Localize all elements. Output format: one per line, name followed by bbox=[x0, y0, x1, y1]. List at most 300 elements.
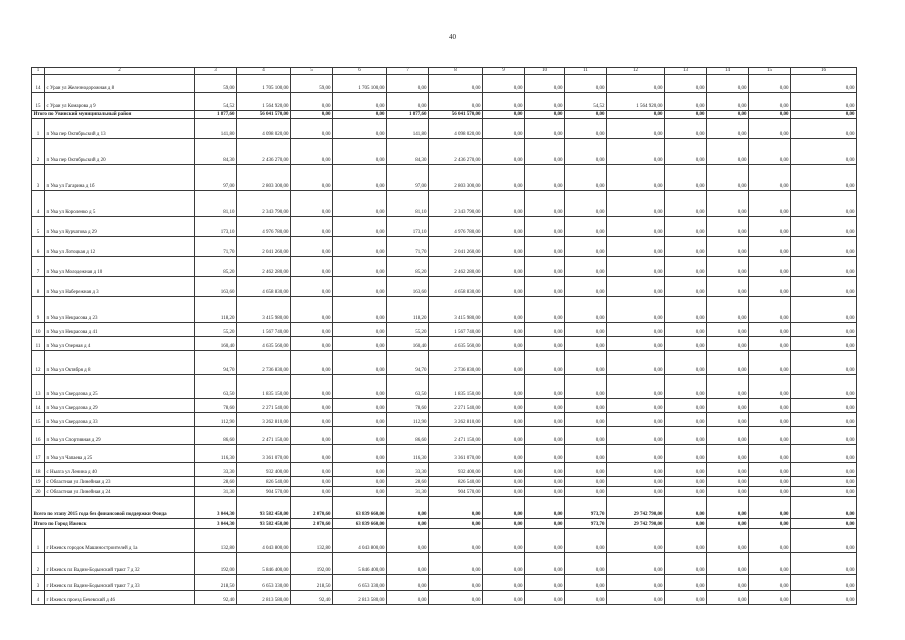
table-cell: 0,00 bbox=[665, 575, 707, 591]
address-cell: с Областная ул Линейная д 24 bbox=[45, 487, 195, 497]
table-cell: 78,60 bbox=[195, 399, 237, 413]
total-label: Всего по этапу 2015 года без финансовой поддержки Фонда bbox=[32, 497, 195, 519]
table-cell: 0,00 bbox=[333, 119, 387, 139]
table-cell: 0,00 bbox=[749, 413, 791, 427]
table-cell: 4 976 780,00 bbox=[237, 217, 291, 237]
table-cell: 0,00 bbox=[665, 165, 707, 191]
table-cell: 0,00 bbox=[483, 111, 525, 119]
table-cell: 0,00 bbox=[291, 217, 333, 237]
table-cell: 0,00 bbox=[483, 445, 525, 463]
address-cell: п Ува ул Некрасова д 23 bbox=[45, 297, 195, 323]
table-cell: 0,00 bbox=[565, 165, 607, 191]
table-body bbox=[32, 68, 857, 605]
table-row bbox=[32, 257, 857, 277]
total-row bbox=[32, 519, 857, 529]
table-cell: 97,00 bbox=[387, 165, 429, 191]
table-cell: 0,00 bbox=[565, 119, 607, 139]
address-cell: п Ува ул Октября д 8 bbox=[45, 351, 195, 375]
table-cell: 0,00 bbox=[565, 529, 607, 553]
row-number: 14 bbox=[32, 75, 45, 93]
address-cell: п Ува ул Лотоцкая д 12 bbox=[45, 237, 195, 257]
table-cell: 59,00 bbox=[195, 75, 237, 93]
table-cell: 0,00 bbox=[565, 463, 607, 477]
table-cell: 0,00 bbox=[707, 75, 749, 93]
table-cell: 1 835 150,00 bbox=[429, 375, 483, 399]
table-cell: 0,00 bbox=[333, 165, 387, 191]
table-cell: 0,00 bbox=[707, 217, 749, 237]
table-cell: 0,00 bbox=[291, 351, 333, 375]
table-cell: 0,00 bbox=[665, 257, 707, 277]
table-cell: 0,00 bbox=[791, 497, 857, 519]
table-cell: 1 564 920,00 bbox=[607, 93, 665, 111]
table-cell: 0,00 bbox=[707, 375, 749, 399]
table-cell: 0,00 bbox=[665, 497, 707, 519]
total-label: Итого по Город Ижевск bbox=[32, 519, 195, 529]
table-cell: 0,00 bbox=[429, 575, 483, 591]
table-cell: 0,00 bbox=[749, 477, 791, 487]
table-row bbox=[32, 399, 857, 413]
table-cell: 0,00 bbox=[607, 529, 665, 553]
table-cell: 55,20 bbox=[387, 323, 429, 337]
table-cell: 0,00 bbox=[749, 119, 791, 139]
table-cell: 0,00 bbox=[607, 413, 665, 427]
table-cell: 0,00 bbox=[707, 477, 749, 487]
table-cell: 0,00 bbox=[791, 165, 857, 191]
table-cell: 0,00 bbox=[525, 257, 565, 277]
table-cell: 0,00 bbox=[525, 165, 565, 191]
table-cell: 0,00 bbox=[525, 519, 565, 529]
table-cell: 0,00 bbox=[525, 427, 565, 445]
data-table bbox=[31, 67, 857, 605]
table-cell: 0,00 bbox=[483, 375, 525, 399]
table-cell: 0,00 bbox=[707, 139, 749, 165]
table-cell: 0,00 bbox=[749, 75, 791, 93]
table-cell: 112,90 bbox=[195, 413, 237, 427]
table-cell: 0,00 bbox=[483, 191, 525, 217]
table-cell: 0,00 bbox=[665, 477, 707, 487]
table-cell: 0,00 bbox=[665, 119, 707, 139]
table-cell: 0,00 bbox=[483, 553, 525, 575]
table-cell: 0,00 bbox=[291, 93, 333, 111]
table-cell: 0,00 bbox=[607, 217, 665, 237]
table-cell: 0,00 bbox=[525, 591, 565, 605]
table-cell: 0,00 bbox=[791, 237, 857, 257]
table-cell: 0,00 bbox=[791, 375, 857, 399]
row-number: 12 bbox=[32, 351, 45, 375]
table-cell: 218,50 bbox=[195, 575, 237, 591]
table-cell: 0,00 bbox=[429, 553, 483, 575]
row-number: 11 bbox=[32, 337, 45, 351]
address-cell: п Ува ул Молодежная д 10 bbox=[45, 257, 195, 277]
table-cell: 0,00 bbox=[291, 257, 333, 277]
table-cell: 0,00 bbox=[749, 257, 791, 277]
table-cell: 163,60 bbox=[387, 277, 429, 297]
table-cell: 0,00 bbox=[791, 111, 857, 119]
table-row bbox=[32, 529, 857, 553]
table-cell: 2 041 260,00 bbox=[237, 237, 291, 257]
total-row bbox=[32, 497, 857, 519]
table-cell: 4 635 560,00 bbox=[237, 337, 291, 351]
table-cell: 54,52 bbox=[565, 93, 607, 111]
row-number: 13 bbox=[32, 375, 45, 399]
table-cell: 0,00 bbox=[665, 487, 707, 497]
table-cell: 0,00 bbox=[565, 191, 607, 217]
table-cell: 1 567 740,00 bbox=[429, 323, 483, 337]
total-label: Итого по Увинский муниципальный район bbox=[32, 111, 195, 119]
table-cell: 0,00 bbox=[749, 591, 791, 605]
table-cell: 0,00 bbox=[791, 413, 857, 427]
table-row bbox=[32, 297, 857, 323]
table-cell: 0,00 bbox=[525, 119, 565, 139]
table-cell: 54,52 bbox=[195, 93, 237, 111]
table-cell: 0,00 bbox=[565, 323, 607, 337]
column-number: 1 bbox=[32, 68, 45, 75]
table-cell: 0,00 bbox=[707, 237, 749, 257]
table-cell: 0,00 bbox=[707, 575, 749, 591]
table-cell: 1 705 100,00 bbox=[237, 75, 291, 93]
table-cell: 0,00 bbox=[791, 591, 857, 605]
table-cell: 0,00 bbox=[565, 337, 607, 351]
table-cell: 0,00 bbox=[665, 111, 707, 119]
table-cell: 0,00 bbox=[333, 139, 387, 165]
row-number: 19 bbox=[32, 477, 45, 487]
table-cell: 0,00 bbox=[749, 427, 791, 445]
table-cell: 0,00 bbox=[565, 445, 607, 463]
table-cell: 118,20 bbox=[195, 297, 237, 323]
table-cell: 0,00 bbox=[291, 277, 333, 297]
table-cell: 132,80 bbox=[291, 529, 333, 553]
table-cell: 160,40 bbox=[387, 337, 429, 351]
table-cell: 0,00 bbox=[749, 111, 791, 119]
table-cell: 0,00 bbox=[791, 445, 857, 463]
table-cell: 31,30 bbox=[387, 487, 429, 497]
table-cell: 0,00 bbox=[665, 427, 707, 445]
table-cell: 0,00 bbox=[429, 497, 483, 519]
table-cell: 0,00 bbox=[665, 519, 707, 529]
table-cell: 826 540,00 bbox=[237, 477, 291, 487]
table-cell: 93 582 450,00 bbox=[237, 519, 291, 529]
address-cell: п Ува пер Октябрьский д 20 bbox=[45, 139, 195, 165]
address-cell: г Ижевск проезд Бечевский д 46 bbox=[45, 591, 195, 605]
table-cell: 0,00 bbox=[749, 165, 791, 191]
table-cell: 973,70 bbox=[565, 519, 607, 529]
table-cell: 0,00 bbox=[291, 375, 333, 399]
table-cell: 0,00 bbox=[607, 399, 665, 413]
table-cell: 0,00 bbox=[749, 337, 791, 351]
table-cell: 0,00 bbox=[525, 575, 565, 591]
table-cell: 4 098 020,00 bbox=[429, 119, 483, 139]
table-cell: 0,00 bbox=[665, 529, 707, 553]
table-cell: 0,00 bbox=[665, 191, 707, 217]
total-row bbox=[32, 111, 857, 119]
row-number: 18 bbox=[32, 463, 45, 477]
table-cell: 0,00 bbox=[665, 75, 707, 93]
table-cell: 0,00 bbox=[607, 427, 665, 445]
table-cell: 0,00 bbox=[707, 553, 749, 575]
column-number: 15 bbox=[749, 68, 791, 75]
table-cell: 0,00 bbox=[749, 375, 791, 399]
table-cell: 141,80 bbox=[195, 119, 237, 139]
table-cell: 0,00 bbox=[607, 111, 665, 119]
address-cell: с Ураи ул Железнодорожная д 8 bbox=[45, 75, 195, 93]
table-cell: 63 839 660,00 bbox=[333, 497, 387, 519]
page-number: 40 bbox=[449, 33, 456, 41]
table-cell: 86,60 bbox=[387, 427, 429, 445]
table-cell: 0,00 bbox=[291, 111, 333, 119]
table-cell: 84,30 bbox=[195, 139, 237, 165]
table-cell: 0,00 bbox=[291, 297, 333, 323]
table-cell: 0,00 bbox=[291, 413, 333, 427]
table-cell: 0,00 bbox=[749, 575, 791, 591]
column-number: 9 bbox=[483, 68, 525, 75]
row-number: 8 bbox=[32, 277, 45, 297]
table-cell: 56 041 570,00 bbox=[429, 111, 483, 119]
table-cell: 2 736 830,00 bbox=[237, 351, 291, 375]
table-cell: 0,00 bbox=[791, 297, 857, 323]
table-cell: 0,00 bbox=[525, 399, 565, 413]
table-cell: 192,00 bbox=[195, 553, 237, 575]
table-cell: 0,00 bbox=[483, 519, 525, 529]
table-row bbox=[32, 427, 857, 445]
table-cell: 3 415 980,00 bbox=[237, 297, 291, 323]
table-cell: 0,00 bbox=[525, 111, 565, 119]
row-number: 2 bbox=[32, 553, 45, 575]
table-cell: 4 098 020,00 bbox=[237, 119, 291, 139]
table-cell: 2 343 790,00 bbox=[237, 191, 291, 217]
table-cell: 0,00 bbox=[429, 591, 483, 605]
table-cell: 0,00 bbox=[291, 165, 333, 191]
table-cell: 0,00 bbox=[749, 445, 791, 463]
table-cell: 0,00 bbox=[333, 237, 387, 257]
table-cell: 2 041 260,00 bbox=[429, 237, 483, 257]
table-cell: 0,00 bbox=[525, 553, 565, 575]
row-number: 3 bbox=[32, 575, 45, 591]
table-cell: 0,00 bbox=[749, 93, 791, 111]
table-cell: 0,00 bbox=[333, 375, 387, 399]
table-cell: 3 361 070,00 bbox=[429, 445, 483, 463]
table-cell: 2 471 150,00 bbox=[429, 427, 483, 445]
table-cell: 0,00 bbox=[607, 237, 665, 257]
table-cell: 2 436 270,00 bbox=[429, 139, 483, 165]
table-cell: 2 803 300,00 bbox=[237, 165, 291, 191]
table-cell: 92,40 bbox=[195, 591, 237, 605]
table-cell: 0,00 bbox=[291, 463, 333, 477]
table-cell: 0,00 bbox=[665, 93, 707, 111]
table-cell: 29 742 790,00 bbox=[607, 519, 665, 529]
table-cell: 0,00 bbox=[525, 351, 565, 375]
column-number: 11 bbox=[565, 68, 607, 75]
table-cell: 0,00 bbox=[607, 257, 665, 277]
table-cell: 0,00 bbox=[525, 337, 565, 351]
address-cell: с Ураи ул Комарова д 9 bbox=[45, 93, 195, 111]
table-cell: 0,00 bbox=[291, 399, 333, 413]
address-cell: п Ува ул Свердлова д 33 bbox=[45, 413, 195, 427]
table-cell: 0,00 bbox=[565, 217, 607, 237]
table-cell: 0,00 bbox=[665, 463, 707, 477]
column-number: 4 bbox=[237, 68, 291, 75]
table-cell: 932 400,00 bbox=[237, 463, 291, 477]
table-cell: 0,00 bbox=[749, 553, 791, 575]
table-cell: 0,00 bbox=[525, 217, 565, 237]
table-cell: 192,00 bbox=[291, 553, 333, 575]
table-cell: 0,00 bbox=[429, 75, 483, 93]
table-cell: 0,00 bbox=[565, 477, 607, 487]
table-cell: 173,10 bbox=[387, 217, 429, 237]
table-row bbox=[32, 477, 857, 487]
table-cell: 160,40 bbox=[195, 337, 237, 351]
table-cell: 0,00 bbox=[791, 463, 857, 477]
address-cell: п Ува ул Набережная д 3 bbox=[45, 277, 195, 297]
row-number: 20 bbox=[32, 487, 45, 497]
table-cell: 973,70 bbox=[565, 497, 607, 519]
table-cell: 0,00 bbox=[333, 445, 387, 463]
table-cell: 0,00 bbox=[791, 323, 857, 337]
table-cell: 0,00 bbox=[607, 591, 665, 605]
table-cell: 0,00 bbox=[565, 487, 607, 497]
table-cell: 0,00 bbox=[607, 445, 665, 463]
table-cell: 0,00 bbox=[483, 413, 525, 427]
table-cell: 0,00 bbox=[707, 591, 749, 605]
table-cell: 0,00 bbox=[607, 463, 665, 477]
row-number: 15 bbox=[32, 93, 45, 111]
table-cell: 0,00 bbox=[387, 497, 429, 519]
table-cell: 0,00 bbox=[483, 139, 525, 165]
table-cell: 0,00 bbox=[525, 297, 565, 323]
table-cell: 0,00 bbox=[749, 323, 791, 337]
table-cell: 2 471 150,00 bbox=[237, 427, 291, 445]
table-cell: 0,00 bbox=[565, 375, 607, 399]
table-cell: 0,00 bbox=[333, 191, 387, 217]
table-cell: 2 813 580,00 bbox=[237, 591, 291, 605]
table-row bbox=[32, 191, 857, 217]
table-cell: 0,00 bbox=[525, 375, 565, 399]
row-number: 3 bbox=[32, 165, 45, 191]
table-cell: 0,00 bbox=[333, 477, 387, 487]
table-cell: 0,00 bbox=[565, 277, 607, 297]
table-cell: 0,00 bbox=[387, 93, 429, 111]
table-cell: 0,00 bbox=[707, 111, 749, 119]
table-cell: 0,00 bbox=[429, 93, 483, 111]
table-cell: 78,60 bbox=[387, 399, 429, 413]
table-cell: 132,80 bbox=[195, 529, 237, 553]
table-cell: 0,00 bbox=[665, 139, 707, 165]
table-row bbox=[32, 553, 857, 575]
table-cell: 63 839 660,00 bbox=[333, 519, 387, 529]
table-cell: 0,00 bbox=[291, 119, 333, 139]
table-cell: 0,00 bbox=[607, 297, 665, 323]
table-cell: 2 271 540,00 bbox=[237, 399, 291, 413]
row-number: 16 bbox=[32, 427, 45, 445]
table-cell: 71,70 bbox=[195, 237, 237, 257]
table-cell: 0,00 bbox=[791, 119, 857, 139]
table-cell: 0,00 bbox=[607, 553, 665, 575]
table-cell: 0,00 bbox=[749, 191, 791, 217]
table-cell: 55,20 bbox=[195, 323, 237, 337]
table-cell: 0,00 bbox=[791, 529, 857, 553]
table-cell: 81,10 bbox=[387, 191, 429, 217]
table-cell: 218,50 bbox=[291, 575, 333, 591]
table-cell: 0,00 bbox=[791, 519, 857, 529]
table-cell: 0,00 bbox=[565, 413, 607, 427]
table-cell: 0,00 bbox=[291, 323, 333, 337]
table-cell: 0,00 bbox=[291, 191, 333, 217]
table-cell: 163,60 bbox=[195, 277, 237, 297]
table-cell: 0,00 bbox=[525, 477, 565, 487]
column-number: 2 bbox=[45, 68, 195, 75]
table-cell: 85,20 bbox=[195, 257, 237, 277]
table-cell: 116,30 bbox=[195, 445, 237, 463]
table-cell: 0,00 bbox=[749, 519, 791, 529]
table-cell: 4 635 560,00 bbox=[429, 337, 483, 351]
table-cell: 0,00 bbox=[707, 427, 749, 445]
table-cell: 2 813 580,00 bbox=[333, 591, 387, 605]
address-cell: п Ува пер Октябрьский д 13 bbox=[45, 119, 195, 139]
table-row bbox=[32, 575, 857, 591]
table-cell: 0,00 bbox=[483, 497, 525, 519]
row-number: 17 bbox=[32, 445, 45, 463]
table-cell: 0,00 bbox=[525, 413, 565, 427]
table-cell: 0,00 bbox=[483, 337, 525, 351]
address-cell: г Ижевск пл Вадим-Бодынский тракт 7 д 33 bbox=[45, 575, 195, 591]
table-cell: 0,00 bbox=[749, 529, 791, 553]
row-number: 1 bbox=[32, 529, 45, 553]
table-row bbox=[32, 93, 857, 111]
table-cell: 4 043 800,00 bbox=[333, 529, 387, 553]
table-cell: 0,00 bbox=[291, 445, 333, 463]
table-cell: 0,00 bbox=[791, 217, 857, 237]
table-cell: 0,00 bbox=[387, 575, 429, 591]
address-cell: п Ува ул Некрасова д 41 bbox=[45, 323, 195, 337]
table-cell: 0,00 bbox=[333, 427, 387, 445]
table-cell: 94,70 bbox=[387, 351, 429, 375]
column-number: 6 bbox=[333, 68, 387, 75]
table-cell: 0,00 bbox=[483, 591, 525, 605]
column-number: 5 bbox=[291, 68, 333, 75]
table-cell: 0,00 bbox=[707, 337, 749, 351]
table-row bbox=[32, 337, 857, 351]
table-cell: 33,30 bbox=[195, 463, 237, 477]
row-number: 1 bbox=[32, 119, 45, 139]
table-cell: 59,00 bbox=[291, 75, 333, 93]
table-cell: 0,00 bbox=[565, 399, 607, 413]
table-cell: 0,00 bbox=[387, 529, 429, 553]
table-cell: 0,00 bbox=[333, 297, 387, 323]
table-cell: 0,00 bbox=[707, 323, 749, 337]
table-cell: 0,00 bbox=[791, 477, 857, 487]
table-cell: 0,00 bbox=[483, 277, 525, 297]
table-cell: 0,00 bbox=[749, 217, 791, 237]
column-number: 10 bbox=[525, 68, 565, 75]
table-cell: 71,70 bbox=[387, 237, 429, 257]
table-cell: 0,00 bbox=[565, 257, 607, 277]
table-cell: 0,00 bbox=[333, 351, 387, 375]
table-cell: 86,60 bbox=[195, 427, 237, 445]
table-cell: 0,00 bbox=[665, 323, 707, 337]
table-cell: 0,00 bbox=[291, 237, 333, 257]
table-cell: 0,00 bbox=[291, 477, 333, 487]
table-cell: 0,00 bbox=[483, 165, 525, 191]
table-cell: 0,00 bbox=[707, 257, 749, 277]
table-cell: 0,00 bbox=[565, 297, 607, 323]
table-cell: 0,00 bbox=[707, 351, 749, 375]
table-cell: 112,90 bbox=[387, 413, 429, 427]
table-cell: 3 262 810,00 bbox=[429, 413, 483, 427]
table-cell: 826 540,00 bbox=[429, 477, 483, 487]
table-cell: 0,00 bbox=[483, 529, 525, 553]
address-cell: п Ува ул Свердлова д 29 bbox=[45, 399, 195, 413]
table-cell: 0,00 bbox=[665, 297, 707, 323]
table-cell: 932 400,00 bbox=[429, 463, 483, 477]
